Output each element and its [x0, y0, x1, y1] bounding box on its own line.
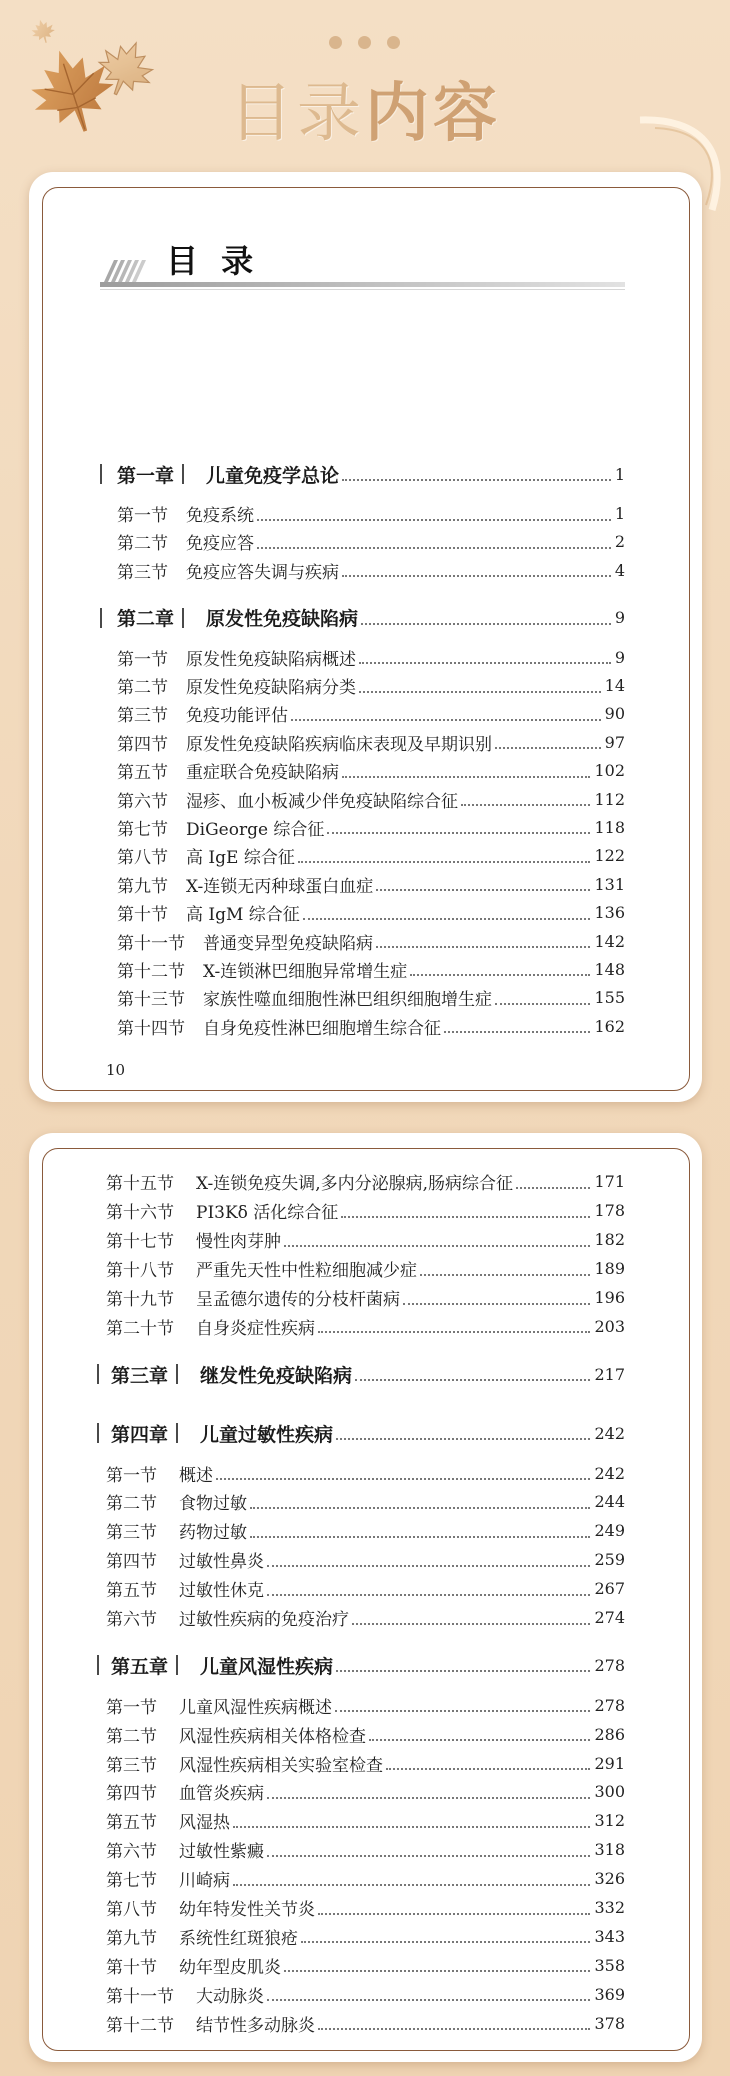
toc-section-row	[100, 700, 625, 728]
section-title: 幼年型皮肌炎	[179, 1957, 281, 1978]
section-title: 自身炎症性疾病	[196, 1318, 315, 1339]
chapter-bar	[100, 464, 102, 484]
dot-leader	[257, 547, 611, 549]
dot-leader	[341, 1216, 590, 1218]
page-number: 102	[594, 761, 625, 781]
page-number: 142	[594, 931, 625, 951]
section-label: 第三节	[117, 706, 168, 727]
section-title: 湿疹、血小板减少伴免疫缺陷综合征	[186, 791, 458, 812]
page-number: 278	[594, 1655, 625, 1675]
dot-leader	[516, 1187, 590, 1189]
section-title: 高 IgM 综合征	[186, 905, 300, 926]
dot-leader	[369, 1739, 590, 1741]
section-label: 第十一节	[117, 933, 185, 954]
chapter-label: 第二章	[117, 608, 175, 631]
page-title	[0, 78, 730, 150]
toc-chapter-row	[100, 460, 625, 488]
section-label: 第十五节	[106, 1174, 174, 1195]
toc-section-row	[100, 898, 625, 926]
chapter-title: 儿童风湿性疾病	[200, 1655, 334, 1678]
section-label: 第六节	[117, 791, 168, 812]
dot-leader	[267, 1855, 590, 1857]
toc-section-row	[97, 1893, 625, 1922]
page-number-footer: 10	[106, 1061, 126, 1079]
page-number: 171	[594, 1172, 625, 1192]
toc-section-row	[97, 1720, 625, 1749]
section-title: 重症联合免疫缺陷病	[186, 763, 339, 784]
chapter-bar	[97, 1423, 99, 1443]
page-number: 326	[594, 1869, 625, 1889]
chapter-bar	[182, 608, 184, 628]
toc-section-row	[97, 1603, 625, 1632]
chapter-label: 第三章	[111, 1364, 169, 1387]
section-label: 第三节	[106, 1755, 157, 1776]
dot-leader	[267, 1565, 590, 1567]
dot-leader	[359, 662, 611, 664]
chapter-bar	[176, 1655, 178, 1675]
dot-leader	[216, 1478, 590, 1480]
section-title: 大动脉炎	[196, 1986, 264, 2007]
chapter-title: 儿童过敏性疾病	[200, 1423, 334, 1446]
dot-leader	[444, 1031, 590, 1033]
toc-section-row	[100, 528, 625, 556]
section-title: 结节性多动脉炎	[196, 2015, 315, 2036]
section-title: 系统性红斑狼疮	[179, 1928, 298, 1949]
toc-section-row	[100, 813, 625, 841]
section-label: 第八节	[106, 1900, 157, 1921]
section-label: 第一节	[106, 1697, 157, 1718]
dot-leader	[267, 1999, 590, 2001]
chapter-bar	[100, 608, 102, 628]
toc-section-row	[97, 1545, 625, 1574]
section-label: 第六节	[106, 1610, 157, 1631]
chapter-title: 继发性免疫缺陷病	[200, 1364, 353, 1387]
section-label: 第二节	[117, 534, 168, 555]
section-label: 第七节	[106, 1871, 157, 1892]
section-title: 过敏性紫癜	[179, 1842, 264, 1863]
page-number: 122	[594, 846, 625, 866]
section-label: 第十四节	[117, 1018, 185, 1039]
page-number: 1	[614, 464, 625, 484]
toc-section-row	[97, 1835, 625, 1864]
page-number: 244	[594, 1492, 625, 1512]
section-title: DiGeorge 综合征	[186, 819, 325, 840]
dot-leader	[284, 1970, 590, 1972]
toc-section-row	[97, 1312, 625, 1341]
toc-section-row	[97, 2009, 625, 2038]
page-number: 332	[594, 1898, 625, 1918]
dot-leader	[267, 1594, 590, 1596]
dot-leader	[233, 1884, 590, 1886]
dot-leader	[352, 1623, 590, 1625]
section-label: 第十六节	[106, 1203, 174, 1224]
section-title: 川崎病	[179, 1871, 230, 1892]
page-number: 14	[604, 676, 625, 696]
section-label: 第二十节	[106, 1318, 174, 1339]
page-number: 4	[614, 560, 625, 580]
section-label: 第八节	[117, 848, 168, 869]
section-title: 严重先天性中性粒细胞减少症	[196, 1261, 417, 1282]
dot-leader	[233, 1826, 590, 1828]
dot-leader	[461, 804, 590, 806]
section-title: 免疫应答失调与疾病	[186, 562, 339, 583]
section-title: 高 IgE 综合征	[186, 848, 295, 869]
section-label: 第十三节	[117, 990, 185, 1011]
chapter-label: 第四章	[111, 1423, 169, 1446]
page-number: 274	[594, 1608, 625, 1628]
section-label: 第一节	[117, 506, 168, 527]
section-title: 过敏性疾病的免疫治疗	[179, 1610, 349, 1631]
section-title: 药物过敏	[179, 1523, 247, 1544]
section-label: 第十二节	[106, 2015, 174, 2036]
dot-leader	[318, 2028, 590, 2030]
page-number: 189	[594, 1259, 625, 1279]
toc-section-row	[97, 1922, 625, 1951]
section-title: 血管炎疾病	[179, 1784, 264, 1805]
toc-section-row	[97, 1254, 625, 1283]
toc-section-row	[100, 984, 625, 1012]
page-number: 178	[594, 1201, 625, 1221]
toc-section-row	[97, 1951, 625, 1980]
toc-section-row	[97, 1574, 625, 1603]
page-number: 358	[594, 1955, 625, 1975]
dot-leader	[495, 747, 601, 749]
section-label: 第三节	[106, 1523, 157, 1544]
toc-list-1	[100, 460, 625, 1040]
dot-leader	[495, 1003, 590, 1005]
section-label: 第十节	[106, 1957, 157, 1978]
section-title: 过敏性鼻炎	[179, 1552, 264, 1573]
page-number: 148	[594, 959, 625, 979]
section-title: 自身免疫性淋巴细胞增生综合征	[203, 1018, 441, 1039]
section-label: 第十一节	[106, 1986, 174, 2007]
page-number: 343	[594, 1926, 625, 1946]
toc-chapter-row	[97, 1419, 625, 1448]
toc-section-row	[97, 1691, 625, 1720]
page-number: 112	[594, 789, 625, 809]
page-number: 2	[614, 532, 625, 552]
dot-leader	[267, 1797, 590, 1799]
section-title: 呈孟德尔遗传的分枝杆菌病	[196, 1290, 400, 1310]
section-title: 风湿性疾病相关实验室检查	[179, 1755, 383, 1776]
toc-section-row	[97, 1283, 625, 1312]
dot-leader	[250, 1507, 590, 1509]
page-number: 300	[594, 1782, 625, 1802]
chapter-bar	[97, 1364, 99, 1384]
toc-section-row	[97, 1459, 625, 1488]
page-number: 162	[594, 1016, 625, 1036]
dot-leader	[359, 691, 601, 693]
section-title: 幼年特发性关节炎	[179, 1900, 315, 1921]
dot-leader	[303, 918, 591, 920]
section-label: 第五节	[117, 763, 168, 784]
page-number: 291	[594, 1753, 625, 1773]
toc-section-row	[97, 1980, 625, 2009]
dot-leader	[336, 1438, 590, 1440]
toc-section-row	[100, 757, 625, 785]
dot-leader	[318, 1913, 590, 1915]
section-title: X-连锁淋巴细胞异常增生症	[203, 961, 408, 982]
toc-section-row	[97, 1864, 625, 1893]
section-label: 第一节	[117, 649, 168, 670]
toc-section-row	[100, 870, 625, 898]
toc-heading: 目 录	[166, 242, 260, 280]
header-dot	[358, 36, 371, 49]
toc-section-row	[97, 1778, 625, 1807]
page-number: 267	[594, 1579, 625, 1599]
page-number: 136	[594, 903, 625, 923]
section-title: 原发性免疫缺陷疾病临床表现及早期识别	[186, 734, 492, 755]
toc-section-row	[100, 643, 625, 671]
page-number: 1	[614, 504, 625, 524]
chapter-bar	[176, 1423, 178, 1443]
section-title: 免疫应答	[186, 534, 254, 555]
dot-leader	[403, 1303, 590, 1305]
section-title: X-连锁无丙种球蛋白血症	[186, 876, 374, 897]
page-number: 196	[594, 1288, 625, 1307]
dot-leader	[301, 1941, 590, 1943]
section-title: X-连锁免疫失调,多内分泌腺病,肠病综合征	[196, 1174, 514, 1195]
dot-leader	[355, 1379, 590, 1381]
section-label: 第九节	[106, 1928, 157, 1949]
toc-section-row	[100, 671, 625, 699]
chapter-title: 儿童免疫学总论	[206, 464, 340, 487]
section-label: 第四节	[106, 1552, 157, 1573]
section-title: 家族性噬血细胞性淋巴组织细胞增生症	[203, 990, 492, 1011]
page-number: 155	[594, 988, 625, 1008]
section-title: 食物过敏	[179, 1494, 247, 1515]
section-label: 第十二节	[117, 961, 185, 982]
toc-section-row	[100, 728, 625, 756]
dot-leader	[291, 719, 601, 721]
toc-section-row	[97, 1196, 625, 1225]
toc-section-row	[97, 1225, 625, 1254]
maple-leaf-icon	[29, 17, 58, 46]
section-label: 第四节	[117, 734, 168, 755]
toc-section-row	[97, 1488, 625, 1517]
toc-chapter-row	[97, 1360, 625, 1389]
section-label: 第十七节	[106, 1232, 174, 1253]
toc-section-row	[97, 1806, 625, 1835]
toc-section-row	[100, 785, 625, 813]
section-title: 慢性肉芽肿	[196, 1232, 281, 1253]
dot-leader	[376, 946, 590, 948]
page-title-bold: 内容	[365, 77, 501, 151]
dot-leader	[342, 776, 590, 778]
dot-leader	[386, 1768, 590, 1770]
toc-section-row	[100, 1012, 625, 1040]
section-label: 第十节	[117, 905, 168, 926]
section-title: 免疫系统	[186, 506, 254, 527]
section-title: 儿童风湿性疾病概述	[179, 1697, 332, 1718]
section-label: 第四节	[106, 1784, 157, 1805]
chapter-label: 第一章	[117, 464, 175, 487]
page-number: 242	[594, 1463, 625, 1483]
page-number: 242	[594, 1423, 625, 1443]
toc-section-row	[100, 499, 625, 527]
toc-section-row	[100, 556, 625, 584]
page-number: 118	[594, 817, 625, 837]
dot-leader	[318, 1331, 590, 1333]
section-label: 第十八节	[106, 1261, 174, 1282]
toc-list-2	[97, 1168, 625, 2038]
chapter-bar	[97, 1655, 99, 1675]
dot-leader	[376, 889, 590, 891]
page-number: 217	[594, 1364, 625, 1384]
dot-leader	[327, 832, 590, 834]
dot-leader	[342, 575, 611, 577]
dot-leader	[342, 479, 611, 481]
dot-leader	[410, 974, 590, 976]
toc-chapter-row	[100, 604, 625, 632]
chapter-label: 第五章	[111, 1655, 169, 1678]
page-number: 97	[604, 732, 625, 752]
section-label: 第五节	[106, 1581, 157, 1602]
section-label: 第十九节	[106, 1290, 174, 1310]
chapter-bar	[176, 1364, 178, 1384]
header-dot	[387, 36, 400, 49]
page-number: 249	[594, 1521, 625, 1541]
section-title: 免疫功能评估	[186, 706, 288, 727]
toc-section-row	[97, 1168, 625, 1197]
toc-section-row	[97, 1516, 625, 1545]
page-number: 9	[614, 647, 625, 667]
page-number: 378	[594, 2013, 625, 2033]
chapter-bar	[182, 464, 184, 484]
dot-leader	[298, 861, 591, 863]
section-label: 第二节	[106, 1494, 157, 1515]
dot-leader	[284, 1245, 590, 1247]
page-number: 182	[594, 1230, 625, 1250]
dot-leader	[336, 1670, 590, 1672]
page-number: 369	[594, 1984, 625, 2004]
dot-leader	[335, 1710, 590, 1712]
page-number: 9	[614, 608, 625, 628]
section-label: 第九节	[117, 876, 168, 897]
section-label: 第七节	[117, 819, 168, 840]
section-title: 风湿性疾病相关体格检查	[179, 1726, 366, 1747]
header-dot	[329, 36, 342, 49]
section-title: 概述	[179, 1465, 213, 1486]
page-number: 131	[594, 874, 625, 894]
section-label: 第二节	[106, 1726, 157, 1747]
dot-leader	[257, 519, 611, 521]
page-title-light: 目录	[229, 77, 365, 151]
toc-section-row	[100, 927, 625, 955]
chapter-title: 原发性免疫缺陷病	[206, 608, 359, 631]
page-number: 286	[594, 1724, 625, 1744]
dot-leader	[250, 1536, 590, 1538]
section-label: 第一节	[106, 1465, 157, 1486]
page-number: 318	[594, 1840, 625, 1860]
section-title: 原发性免疫缺陷病分类	[186, 678, 356, 699]
section-title: 原发性免疫缺陷病概述	[186, 649, 356, 670]
section-label: 第三节	[117, 562, 168, 583]
section-title: 过敏性休克	[179, 1581, 264, 1602]
section-label: 第六节	[106, 1842, 157, 1863]
toc-section-row	[97, 1749, 625, 1778]
toc-section-row	[100, 955, 625, 983]
page-number: 203	[594, 1316, 625, 1336]
section-label: 第二节	[117, 678, 168, 699]
toc-section-row	[100, 842, 625, 870]
page-number: 259	[594, 1550, 625, 1570]
section-title: PI3Kδ 活化综合征	[196, 1203, 339, 1224]
dot-leader	[420, 1274, 590, 1276]
dot-leader	[361, 623, 611, 625]
page-number: 312	[594, 1811, 625, 1831]
page-number: 278	[594, 1695, 625, 1715]
page-number: 90	[604, 704, 625, 724]
section-title: 普通变异型免疫缺陷病	[203, 933, 373, 954]
toc-chapter-row	[97, 1651, 625, 1680]
section-label: 第五节	[106, 1813, 157, 1834]
section-title: 风湿热	[179, 1813, 230, 1834]
